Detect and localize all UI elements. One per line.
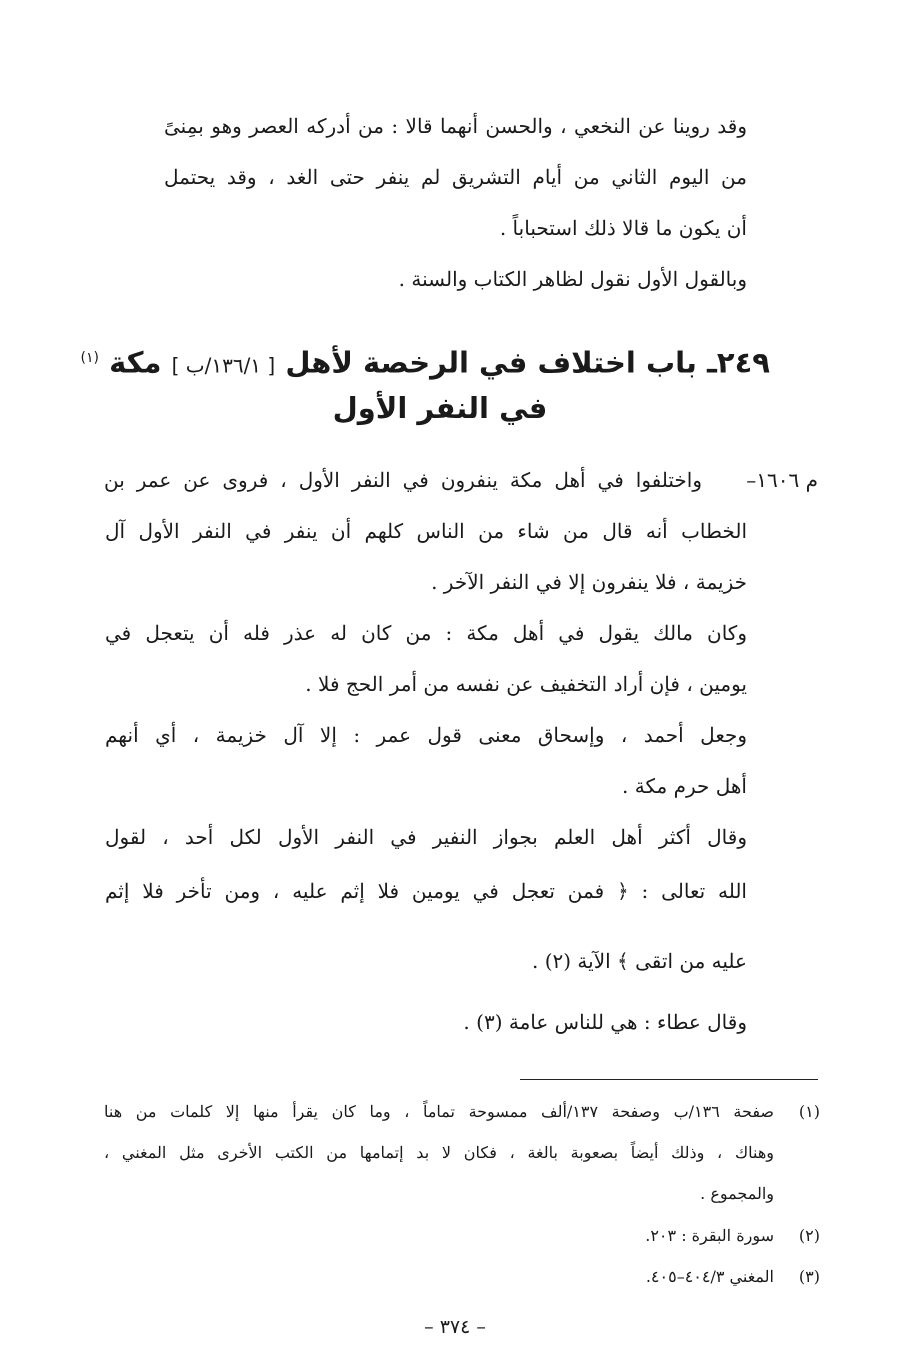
intro-line: وبالقول الأول نقول لظاهر الكتاب والسنة . — [398, 267, 747, 291]
chapter-heading-line2: في النفر الأول — [332, 391, 548, 425]
entry-number: م ١٦٠٦– — [746, 468, 818, 492]
manuscript-folio-ref: [ ١٣٦/١/ب ] — [171, 353, 276, 378]
footnote-line: صفحة ١٣٦/ب وصفحة ١٣٧/ألف ممسوحة تماماً ، وما كان يقرأ منها إلا كلمات من هنا — [104, 1102, 774, 1121]
footnote-number: (٢) — [798, 1226, 820, 1245]
footnote-separator — [520, 1079, 818, 1080]
intro-line: من اليوم الثاني من أيام التشريق لم ينفر حتى الغد ، وقد يحتمل — [164, 165, 747, 189]
footnote-line: والمجموع . — [700, 1184, 774, 1203]
body-line: وقال أكثر أهل العلم بجواز النفير في النفر الأول لكل أحد ، لقول — [105, 825, 747, 849]
body-line: الخطاب أنه قال من شاء من الناس كلهم أن ينفر في النفر الأول آل — [105, 519, 747, 543]
chapter-heading — [80, 338, 770, 386]
body-line: وكان مالك يقول في أهل مكة : من كان له عذر فله أن يتعجل في — [105, 621, 747, 645]
intro-line: أن يكون ما قالا ذلك استحباباً . — [499, 216, 747, 240]
footnote-number: (٣) — [798, 1267, 820, 1286]
body-line: واختلفوا في أهل مكة ينفرون في النفر الأول ، فروى عن عمر بن — [104, 468, 702, 492]
body-line: أهل حرم مكة . — [622, 774, 747, 798]
quran-verse-line: عليه من اتقى ﴾ الآية (٢) . — [531, 949, 747, 973]
body-line: وجعل أحمد ، وإسحاق معنى قول عمر : إلا آل خزيمة ، أي أنهم — [105, 723, 747, 747]
footnote-line: المغني ٤٠٤/٣–٤٠٥. — [645, 1267, 774, 1286]
body-line: خزيمة ، فلا ينفرون إلا في النفر الآخر . — [431, 570, 747, 594]
footnote-number: (١) — [798, 1102, 820, 1121]
footnote-line: وهناك ، وذلك أيضاً بصعوبة بالغة ، فكان لا بد إتمامها من الكتب الأخرى مثل المغني ، — [104, 1143, 774, 1162]
body-line: يومين ، فإن أراد التخفيف عن نفسه من أمر الحج فلا . — [305, 672, 747, 696]
chapter-heading-title: ٢٤٩ـ باب اختلاف في الرخصة لأهل — [285, 345, 770, 380]
footnote-line: سورة البقرة : ٢٠٣. — [645, 1226, 774, 1245]
quran-verse-line: الله تعالى : ﴿ فمن تعجل في يومين فلا إثم عليه ، ومن تأخر فلا إثم — [105, 879, 747, 903]
chapter-heading-tail: مكة — [109, 345, 162, 380]
page-number: – ٣٧٤ – — [424, 1316, 486, 1338]
body-line: وقال عطاء : هي للناس عامة (٣) . — [463, 1010, 747, 1034]
footnote-ref: (١) — [80, 350, 99, 366]
intro-line: وقد روينا عن النخعي ، والحسن أنهما قالا : من أدركه العصر وهو بمِنىً — [164, 114, 747, 138]
